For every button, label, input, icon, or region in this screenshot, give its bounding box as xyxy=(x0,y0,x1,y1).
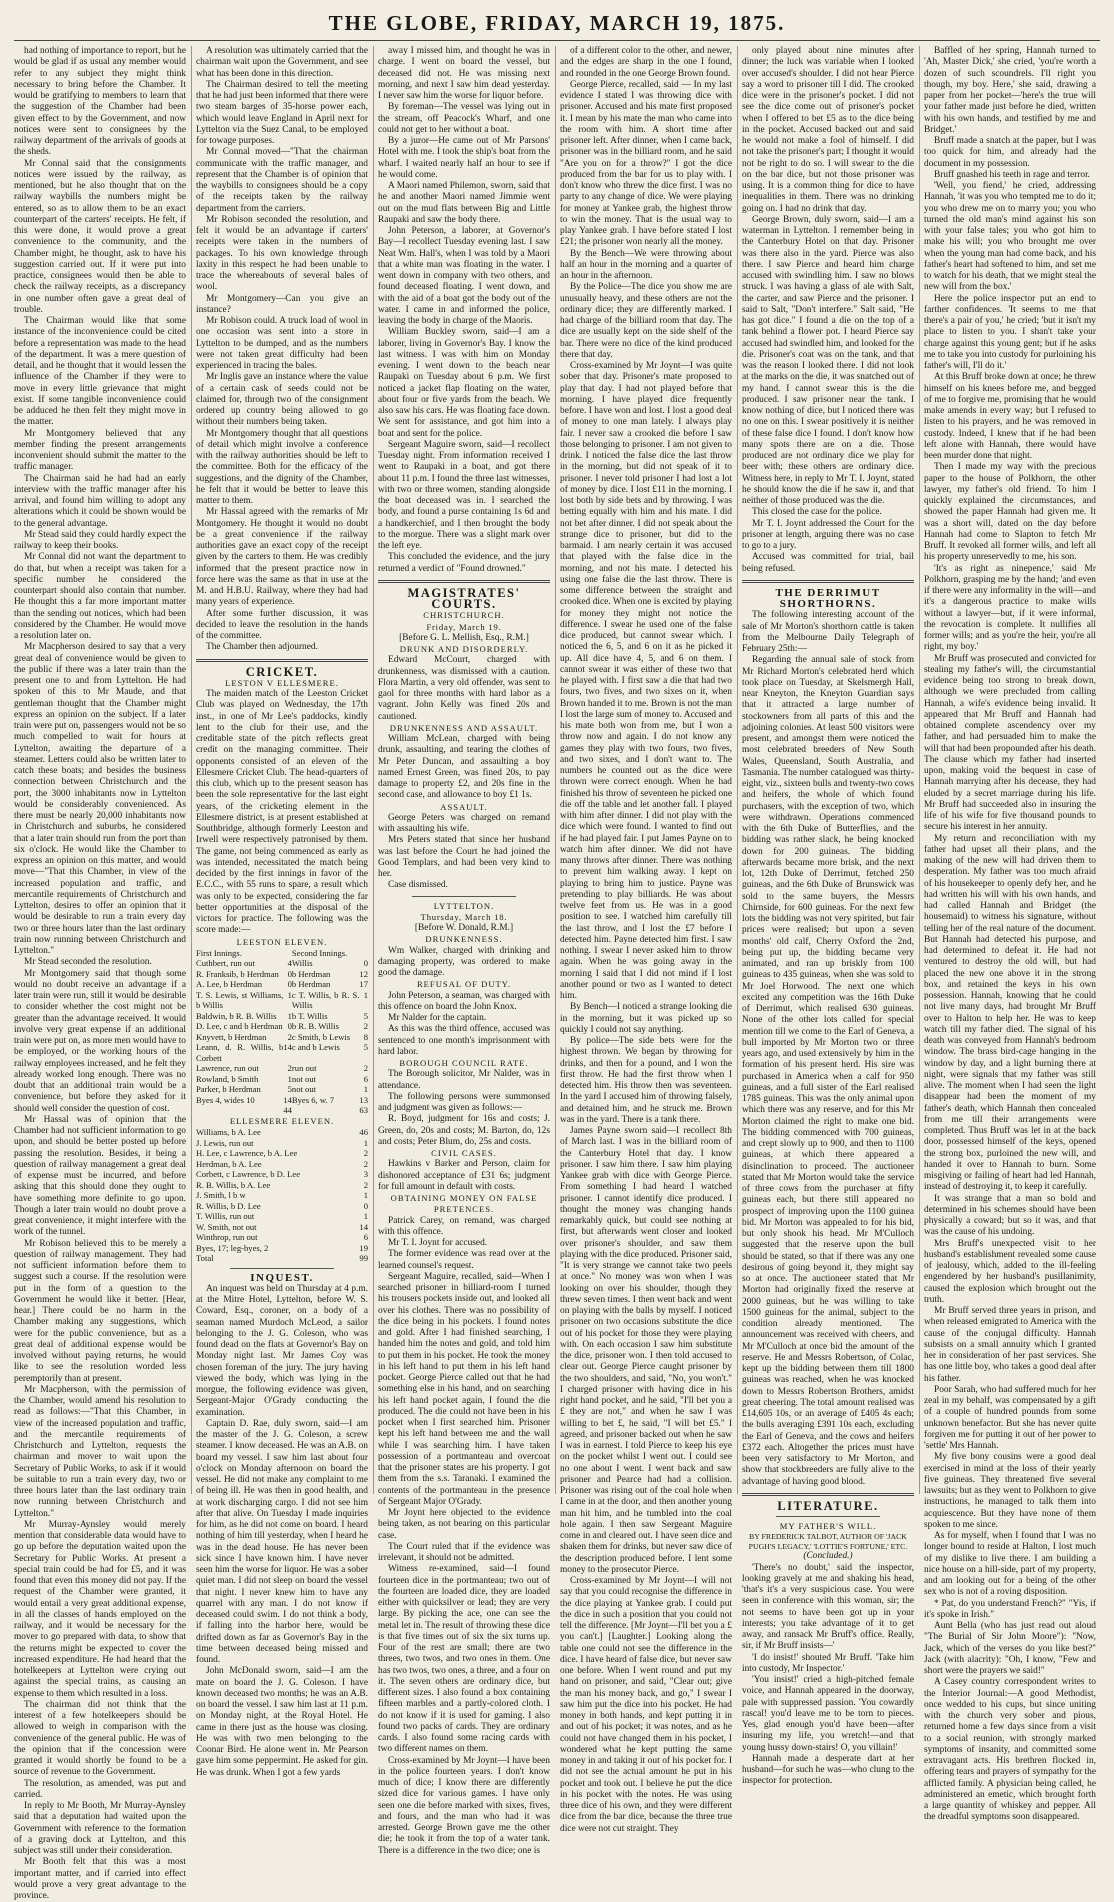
section-subhead: BOROUGH COUNCIL RATE. xyxy=(399,1058,529,1068)
article-paragraph: The Chairman said he had had an early interview with the traffic manager after his arrival, and found him willing to adopt any alterations which it could be shown would be to the general advantage. xyxy=(14,473,186,529)
article-paragraph: A resolution was ultimately carried that the chairman wait upon the Government, and see what has been done in this direction. xyxy=(196,46,368,79)
score-cell: Rowland, b Smith xyxy=(196,1073,259,1084)
section-rule xyxy=(776,1516,879,1517)
column-rule xyxy=(373,46,374,1494)
article-paragraph: had nothing of importance to report, but he would be glad if as usual any member would refer to any subject they might think necessary to bring before the Chamber. It would be gratifying to members to learn that the suggestion of the Chamber had been given effect to by the Government, and now notices were sent to consignees by the railway department of the arrivals of goods at the sheds. xyxy=(14,46,186,158)
score-cell: 1 xyxy=(363,1211,368,1221)
inquest-paragraph: This concluded the evidence, and the jury returned a verdict of "Found drowned." xyxy=(378,552,550,574)
score-cell: R. Willis, b D. Lee xyxy=(196,1200,261,1211)
score-cell: 14 xyxy=(283,1094,292,1105)
inquest-paragraph: A Maori named Philemon, sworn, said that he and another Maori named Jimmie went out on the mud flats between Big and Little Raupaki and saw the body there. xyxy=(378,181,550,225)
section-rule xyxy=(196,659,368,662)
story-paragraph: At this Bruff broke down at once; he threw himself on his knees before me, and begged of me to forgive me, promising that he would make amends in every way; but I refused to listen to his prayers, and he was removed in custody. Indeed, I knew that if he had been left alone with Hannah, there would have been murder done that night. xyxy=(924,372,1096,461)
section-subhead: CIVIL CASES. xyxy=(431,1148,497,1158)
court-paragraph: Mr T. I. Joynt for accused. xyxy=(388,1238,488,1248)
article-paragraph: Mr Macpherson, with the permission of the Chamber, would amend his resolution to read as follows:—"That this Chamber, in view of the increased population and traffic, and the mercantile requirements of Christchurch and Lyttelton, requests the chairman and mover to wait upon the Secretary of Public Works, to ask if it would be suitable to run a train every day, two or three hours later than the last ordinary train now running between Christchurch and Lyttelton." xyxy=(14,1384,186,1519)
score-cell: 1 xyxy=(363,1137,368,1148)
court-paragraph: This closed the case for the police. xyxy=(752,507,882,518)
column-rule xyxy=(737,46,738,1494)
scorecard-row xyxy=(196,1063,368,1074)
score-cell: 17 xyxy=(359,979,368,990)
column-rule xyxy=(191,46,192,1494)
innings-head-2: Second Innings. xyxy=(291,947,348,958)
court-paragraph: Mr Nalder for the captain. xyxy=(388,1013,487,1023)
column-6 xyxy=(924,46,1096,1823)
court-paragraph: Edward McCourt, charged with drunkenness, was dismissed with a caution. Flora Martin, a very old offender, was sent to gaol for three months with hard labor as a vagrant. John Kelly was fined 20s and cautioned. xyxy=(378,655,550,722)
court-paragraph: By Bench—I noticed a strange looking die in the morning, but it was picked up so quickly I could not say anything. xyxy=(560,1002,732,1035)
score-cell: 1 xyxy=(287,1073,292,1084)
inquest-paragraph: Sergeant Maguire sworn, said—I recollect Tuesday night. From information received I went to Raupaki in a boat, and got there about 11 p.m. I found the three last witnesses, with two or three women, standing alongside the boat deceased was in. I searched the body, and found a purse containing 1s 6d and a handkerchief, and I then brought the body to the morgue. There was a slight mark over the left eye. xyxy=(378,439,550,551)
score-cell: A. Lee, b Herdman xyxy=(196,979,263,990)
column-1 xyxy=(14,46,186,1901)
score-cell: 2 xyxy=(363,1148,368,1158)
story-paragraph: 'Well, you fiend,' he cried, addressing Hannah, 'it was you who tempted me to do it; you who drew me on to marry you; you who turned the old man's mind against his son with your false tales; you who got him to make his will; you who brought me over when the young man had come back, and his father's heart had softened to him, and set me to watch for his death, that we might steal the new will from the box.' xyxy=(924,181,1096,293)
section-rule xyxy=(412,896,515,897)
court-paragraph: Cross-examined by Mr Joynt—I will not say that you could recognise the difference in the dice playing at Yankee grab. I could put the dice in such a position that you could not tell the difference. [Mr Joynt—I'll bet you a £ you can't.] [Laughter.] Looking along the table one could not see the difference in the dice. I have heard of false dice, but never saw one before. When I went round and put my hand on prisoner, and said, "Clear out; give the man his money back, and go," I swear I saw him put the dice into his pocket. He had money in both hands, and kept putting it in and out of his pocket; it was notes, and as he could not have changed them in his pocket, I wondered what he kept putting the same money in and taking it out of his pocket for. I did not see the actual amount he put in his pocket and took out. I believe he put the dice in his pocket with the notes. He was using three dice of his own, and they were different dice from the bar dice, because the three true dice were not cut straight. They xyxy=(560,1576,732,1834)
section-subhead: DRUNKENNESS AND ASSAULT. xyxy=(389,722,539,733)
article-paragraph: Mr Montgomery believed that any member finding the present arrangements inconvenient should submit the matter to the traffic manager. xyxy=(14,428,186,473)
article-paragraph: Mr Stead seconded the resolution. xyxy=(24,957,152,968)
score-cell: 0 xyxy=(287,1021,292,1032)
cricket-article xyxy=(196,689,368,937)
score-cell: not out xyxy=(291,1073,317,1084)
score-cell: 0 xyxy=(363,1200,368,1211)
article-paragraph: The resolution, as amended, was put and carried. xyxy=(14,1778,186,1800)
inquest-paragraph: away I missed him, and thought he was in charge. I went on board the vessel, but deceased did not. He was missing next morning, and next I saw him dead yesterday. I never saw him the worse for liquor before. xyxy=(378,46,550,101)
score-cell: Leann, d. R. Willis, b Corbett xyxy=(196,1042,284,1063)
score-cell: 1 xyxy=(363,989,368,1000)
score-cell: Williams, b A. Lee xyxy=(196,1127,261,1137)
column-rule xyxy=(555,46,556,1494)
leeston-total-2: 63 xyxy=(359,1105,368,1116)
article-paragraph: The Chairman desired to tell the meeting that he had just been informed that there were two steam barges of 35-horse power each, which would leave England in April next for Lyttelton via the Suez Canal, to be employed for towage purposes. xyxy=(196,79,368,146)
court-paragraph: John Peterson, a seaman, was charged with this offence on board the John Knox. xyxy=(378,990,550,1012)
scorecard-row xyxy=(196,1243,368,1254)
story-concluded: (Concluded.) xyxy=(803,1551,853,1562)
story-paragraph: Hannah made a desperate dart at her husband—for such he was—who clung to the inspector for protection. xyxy=(742,1753,914,1787)
score-cell: 1 xyxy=(363,1084,368,1095)
magistrates-heading: MAGISTRATES' COURTS. xyxy=(407,585,521,611)
score-cell: 19 xyxy=(359,1242,368,1253)
court-paragraph: As this was the third offence, accused was sentenced to one month's imprisonment with hard labor. xyxy=(378,1024,550,1057)
chamber-continuation xyxy=(196,46,368,654)
court-date: Friday, March 19. xyxy=(426,621,502,632)
leeston-heading: LEESTON ELEVEN. xyxy=(236,936,328,947)
section-subhead: OBTAINING MONEY ON FALSE PRETENCES. xyxy=(390,1193,538,1215)
derrimut-paragraph: The following interesting account of the sale of Mr Morton's shorthorn cattle is taken from the Melbourne Daily Telegraph of February 25th:— xyxy=(742,610,914,654)
court-paragraph: By police—The side bets were for the highest thrown. We began by throwing for drinks, and then for a pound, and I won the first throw. He had the first throw when I detected him. His throw then was seventeen. In the yard I accused him of throwing falsely, and detained him, and he struck me. Brown was in the yard. There is a tank there. xyxy=(560,1036,732,1125)
ellesmere-total: 99 xyxy=(359,1253,368,1263)
story-paragraph: Mrs Bruff's unexpected visit to her husband's establishment revealed some cause of jealousy, which, added to the ill-feeling engendered by her husband's pusillanimity, caused the explosion which brought out the truth. xyxy=(924,1238,1096,1305)
score-cell: 5 xyxy=(363,1042,368,1053)
scorecard-row xyxy=(196,1095,368,1106)
court-paragraph: Patrick Carey, on remand, was charged with this offence. xyxy=(378,1215,550,1237)
column-3 xyxy=(378,46,550,1856)
scorecard-row xyxy=(196,1042,368,1063)
score-cell: Lawrence, run out xyxy=(196,1063,259,1074)
court-date: Thursday, March 18. xyxy=(420,911,508,922)
story-paragraph: Bruff gnashed his teeth in rage and terror. xyxy=(934,169,1091,180)
story-paragraph: Poor Sarah, who had suffered much for her zeal in my behalf, was compensated by a gift of a couple of hundred pounds from some unknown benefactor. But she has never quite forgiven me for putting it out of her power to 'settle' Mrs Hannah. xyxy=(924,1384,1096,1451)
cricket-paragraph: The maiden match of the Leeston Cricket Club was played on Wednesday, the 17th inst., in one of Mr Lee's paddocks, kindly lent to the club for their use, and the creditable state of the pitch reflects great credit on the managing committee. Their opponents consisted of an eleven of the Ellesmere Cricket Club. The head-quarters of this club, which up to the present season has been the sole representative for the last eight years, of the cricketing element in the Ellesmere district, is at present established at Southbridge, although formerly Leeston and Irwell were respectively patronised by them. The game, not being commenced as early as was intended, necessitated the match being decided by the first innings in favor of the E.C.C., with 55 runs to spare, a result which was only to be expected, considering the far better opportunities at the disposal of the victors for practice. The following was the score made:— xyxy=(196,689,368,936)
leeston-scorecard xyxy=(196,948,368,1116)
article-paragraph: Mr Robison believed this to be merely a question of railway management. They had not sufficient information before them to suggest such a course. If the resolution were put in the form of a question to the Government he would like it better. [Hear, hear.] There could be no harm in the Chamber making any suggestions, which were for the public convenience, but as a great deal of additional expense would be involved without paying returns, he would like to see the resolution worded less peremptorily than at present. xyxy=(14,1238,186,1384)
scorecard-row xyxy=(196,1148,368,1159)
score-cell: 12 xyxy=(359,968,368,979)
court-paragraph: Mrs Peters stated that since her husband was last before the Court he had joined the Good Templars, and had been very kind to her. xyxy=(378,835,550,879)
story-paragraph: Mr Bruff was prosecuted and convicted for stealing my father's will, the circumstantial evidence being too strong to break down, although we were precluded from calling Hannah, a wife's evidence being invalid. It appeared that Mr Bruff and Hannah had obtained complete ascendency over my father, and had persuaded him to make the will that had been propounded after his death. The clause which my father had inserted upon, making void the bequest in case of Hannah marrying after his decease, they had eluded by a secret marriage during his life. Mr Bruff had succeeded also in insuring the life of his wife for five thousand pounds to secure his interest in her annuity. xyxy=(924,653,1096,833)
article-paragraph: Mr Connal said that the consignments notices were issued by the railway, as mentioned, but he also thought that on the railway waybills the numbers might be entered, so as to allow them to be an exact counterpart of the carters' receipts. He felt, if this were done, it would prove a great convenience to the community, and the Chamber might, he thought, ask to have his suggestion carried out. If it were put into practice, consignees would then be able to check the railway receipts, as a discrepancy in one number often gave a great deal of trouble. xyxy=(14,158,186,315)
section-rule xyxy=(230,1268,333,1269)
article-paragraph: The Chairman would like that some instance of the inconvenience could be cited before a representation was made to the head of the department. It was a mere question of detail, and he thought that it would lessen the influence of the Chamber if they were to move in every little grievance that might exist. If some tangible inconvenience could be adduced he then felt they might move in the matter. xyxy=(14,316,186,428)
score-cell: 2 xyxy=(363,1063,368,1074)
section-subhead: REFUSAL OF DUTY. xyxy=(416,979,512,990)
score-cell: 1 xyxy=(287,1010,292,1021)
ellesmere-scorecard xyxy=(196,1127,368,1264)
article-paragraph: Mr Montgomery—Can you give an instance? xyxy=(196,293,368,315)
scorecard-row xyxy=(196,1190,368,1201)
score-cell: 46 xyxy=(359,1127,368,1137)
score-cell: b Herdman xyxy=(291,968,331,979)
story-paragraph: Here the police inspector put an end to farther confidences. 'It seems to me that there's a pair of you,' he cried; 'but it isn't my place to listen to you. I shan't take your charge against this young gent; but if he asks me to take you into custody for purloining his father's will, I'll do it.' xyxy=(924,293,1096,371)
court-paragraph: George Peters was charged on remand with assaulting his wife. xyxy=(378,812,550,834)
score-cell: c and b Lewis xyxy=(291,1042,340,1053)
inquest-paragraph: John McDonald sworn, said—I am the mate on board the J. G. Coleson. I have known deceased two months; he was an A.B. on board the vessel. I saw him last at 11 p.m. on Monday night, at the Royal Hotel. He came in there just as the house was closing. He was with two men belonging to the Coonar Bird. He alone went in. Mr Pearson gave him some peppermint. He asked for gin. He was drunk. When I got a few yards xyxy=(196,1666,368,1778)
story-paragraph: My five bony cousins were a good deal exercised in mind at the loss of their yearly five guineas. They threatened five several lawsuits; but as they went to Polkhorn to give instructions, he managed to talk them into acquiescence. But they have none of them spoken to me since. xyxy=(924,1452,1096,1530)
score-cell: R. Franksib, b Herdman xyxy=(196,968,279,979)
article-paragraph: Mr Montgomery said that though some would no doubt receive an advantage if a later train were run, still it would be desirable to consider whether the cost might not be greater than the advantage received. It would involve very great expense if an additional train were put on, as more men would have to be employed, or the working hours of the railway employees increased, and he felt they already worked long enough. There was no doubt that an additional train would be a convenience, but before they asked for it should well consider the question of cost. xyxy=(14,968,186,1114)
story-paragraph: Aunt Bella (who has just read out aloud "The Burial of Sir John Moore"): "Now, Jack, which of the verses do you like best?" Jack (with alacrity): "Oh, I know, "Few and short were the prayers we said!" xyxy=(924,1621,1096,1676)
court-continuation xyxy=(742,46,914,575)
score-cell: J. Lewis, run out xyxy=(196,1137,254,1148)
column-rule xyxy=(919,46,920,1494)
score-cell: 1 xyxy=(287,989,292,1000)
derrimut-heading: THE DERRIMUT SHORTHORNS. xyxy=(775,586,881,610)
score-cell: Willis xyxy=(291,958,313,969)
story-text xyxy=(742,1563,914,1788)
inquest-paragraph: John Peterson, a laborer, at Governor's Bay—I recollect Tuesday evening last. I saw Neat Wm. Hall's, when I was told by a Maori that a white man was floating in the water. I went down in company with two others, and found deceased floating. I went down, and with the aid of a boat got the body out of the water. I came in and informed the police, leaving the body in charge of the Maoris. xyxy=(378,226,550,326)
court-paragraph: The Borough solicitor, Mr Nalder, was in attendance. xyxy=(378,1069,550,1091)
cricket-heading: CRICKET. xyxy=(245,664,319,679)
scorecard-row xyxy=(196,979,368,990)
court-paragraph: Case dismissed. xyxy=(388,880,448,891)
court-paragraph: George Brown, duly sworn, said—I am a waterman in Lyttelton. I remember being in the Canterbury Hotel on that day. Prisoner was there also in the yard. Pierce was also there. I saw Pierce and heard him charge accused with swindling him. I saw no blows struck. I was having a glass of ale with Salt, the carter, and saw Pierce and the prisoner. I said to Salt, "Don't interfere." Salt said, "He has got dice." I found a die on the top of a tank behind a flower pot. I heard Pierce say accused had swindled him, and looked for the die. Prisoner's coat was on the tank, and that was the reason I looked there. I did not look at the marks on the die, it was snatched out of my hand. I cannot swear this is the die produced. I saw prisoner near the tank. I know nothing of dice, but I noticed there was no one on this. I swear positively it is neither of these false dice I found. I don't know how many spots there are on a die. Those produced are not ordinary dice we play for beer with; these others are ordinary dice. Witness here, in reply to Mr T. I. Joynt, stated he should know the die if he saw it, and that neither of those produced was the die. xyxy=(742,214,914,506)
court-paragraph: Wm Walker, charged with drinking and damaging property, was ordered to make good the damage. xyxy=(378,945,550,978)
ellesmere-total-label: Total xyxy=(196,1253,214,1263)
story-paragraph: * Pat, do you understand French?" "Yis, if it's spoke in Irish." xyxy=(924,1598,1096,1620)
section-subhead: ASSAULT. xyxy=(440,801,488,812)
article-paragraph: After some further discussion, it was decided to leave the resolution in the hands of the committee. xyxy=(196,608,368,641)
court-paragraph: Hawkins v Barker and Person, claim for dishonored acceptance of £31 6s; judgment for full amount in default with costs. xyxy=(378,1159,550,1192)
article-paragraph: Mr Robison seconded the resolution, and felt it would be an advantage if carters' receipts were taken in the numbers of packages. To his own knowledge through laxity in this respect he had been unable to trace the whereabouts of several bales of wool. xyxy=(196,214,368,293)
derrimut-article xyxy=(742,610,914,1488)
score-cell: 0 xyxy=(363,958,368,969)
court-paragraph: Cross-examined by Mr Joynt—I have been in the police fourteen years. I don't know much of dice; I know there are differently sized dice for various games. I have only seen one die before marked with sixes, fives, and fours, and the man who had it was arrested. George Brown gave me the other die; he took it from the top of a water tank. There is a difference in the two dice; one is xyxy=(378,1755,550,1856)
court-paragraph: James Payne sworn said—I recollect 8th of March last. I was in the billiard room of the Canterbury Hotel that day. I know prisoner. I saw him there. I saw him playing Yankee grab with dice with George Pierce. From something I had heard I watched prisoner. I cannot identify dice produced. I thought the money was changing hands remarkably quick, but could see nothing at first, but afterwards went closer and looked over prisoner's shoulder, and saw them playing with the dice produced. Prisoner said, "It is very strange we cannot take two peels at once." No money was won when I was looking on over his shoulder, though they threw seven times. I then went back and went on playing with the balls by myself. I noticed prisoner on two occasions substitute the dice out of his pocket for those they were playing with. On each occasion I saw him substitute the dice, prisoner won. I then told accused to clear out. George Pierce caught prisoner by the two shoulders, and said, "No, you won't." I charged prisoner with having dice in his right hand pocket, and he said, "I'll bet you a £ they are not," and when he saw I was willing to bet £, he said, "I will bet £5." I agreed, and prisoner backed out when he saw I was in earnest. I told Pierce to keep his eye on the pocket whilst I went out. I could see no one about I went. I went back and saw prisoner and Pearce had had a collision. Prisoner was rising out of the coal hole when I came in at the door, and then another young man hit him, and he tumbled into the coal hole again. I then saw Sergeant Maguire come in and cleared out. I have seen dice and shaken them for drinks, but never saw dice of the description produced before. I lent some money to the prosecutor Pierce. xyxy=(560,1126,732,1575)
article-paragraph: Mr Murray-Aynsley would merely mention that considerable data would have to go up before the deputation waited upon the Secretary for Public Works. At present a special train could be had for £5, and it was found that even this money did not pay. If the request of the Chamber were granted, it would entail a very great additional expense, in all the classes of hands employed on the railway, and it would be necessary for the mover to go prepared with data, to show that the returns might be expected to cover the increased expenditure. He had heard that the hotelkeepers at Lyttelton were crying out against the special trains, as causing an expense to them which resulted in a loss. xyxy=(14,1519,186,1699)
court-paragraph: Witness re-examined, said—I found fourteen dice in the portmanteau; two out of the fourteen are loaded dice, they are loaded either with quicksilver or lead; they are very large. By picking the ace, one can see the metal let in. The result of throwing these dice is that five times out of six the six turns up. Four of the rest are small; there are two threes, two twos, and two ones in them. One has two twos, two ones, a three, and a four on it. The seven others are ordinary dice, but different sizes. I also found a box containing fifteen marbles and a partly-colored cloth. I do not know if it is used for gaming. I also found two packs of cards. They are ordinary cards. I also found some racing cards with two different names on them. xyxy=(378,1564,550,1755)
court-paragraph: of a different color to the other, and newer, and the edges are sharp in the one I found, and rounded in the one George Brown found. xyxy=(560,46,732,79)
scorecard-row xyxy=(196,969,368,980)
innings-head-1: First Innings. xyxy=(196,947,242,958)
derrimut-paragraph: Regarding the annual sale of stock from Mr Richard Morton's celebrated herd which took place on Tuesday, at Skelsmergh Hall, near Kneyton, the Kneyton Guardian says that it attracted a large number of stockowners from all parts of this and the adjoining colonies. At least 500 visitors were present, and amongst them were noticed the most celebrated breeders of New South Wales, Queensland, South Australia, and Tasmania. The number catalogued was thirty-eight, viz., sixteen bulls and twenty-two cows and heifers, the whole of which found purchasers, with the exception of two, which were withdrawn. Operations commenced with the 6th Duke of Butterflies, and the bidding was rather slack, he being knocked down for 200 guineas. The bidding afterwards became more brisk, and the next lot, 12th Duke of Derrimut, fetched 250 guineas, and the 6th Duke of Brunswick was sold to the same buyers, the Messrs Chirnside, for 600 guineas. For the next few lots the bidding was not very spirited, but fair prices were realised; but upon a seven months' old calf, Cherry Oxford the 2nd, being put up, the bidding became very animated, and ran up briskly from 100 guineas to 435 guineas, when she was sold to Mr Joel Horwood. The next one which excited any competition was the 16th Duke of Derrimut, which realised 630 guineas. None of the other lots called for special mention till we come to the Earl of Geneva, a bull imported by Mr Morton two or three years ago, and used extensively by him in the formation of his present herd. His sire was purchased in America when a calf for 950 guineas, and a full sister of the Earl realised 1785 guineas. This was the only animal upon which there was any reserve, and for this Mr Morton claimed the right to make one bid. The bidding commenced with 700 guineas, and crept slowly up to 900, and then to 1100 guineas, at which there appeared a disinclination to proceed. The auctioneer stated that Mr Morton would take the service of three cows from the purchaser at fifty guineas each, but there still appeared no prospect of improving upon the 1100 guinea bid. Mr Morton was appealed to for his bid, but only shook his head. Mr M'Culloch suggested that the reserve upon the bull should be stated, so that if there was any one desirous of going beyond it, they might say so at once. The auctioneer stated that Mr Morton had originally fixed the reserve at 2000 guineas, but he was willing to take 1500 guineas for the animal, subject to the condition already mentioned. The announcement was received with cheers, and Mr M'Culloch at once bid the amount of the reserve. He and Messrs Robertson, of Colac, kept up the bidding between them till 1800 guineas was reached, when he was knocked down to Messrs Robertson Brothers, amidst great cheering. The total amount realised was £14,605 10s, or an average of £405 4s each; the bulls averaging £391 10s each, excluding the Earl of Geneva, and the cows and heifers £372 each. Altogether the prices must have been very satisfactory to Mr Morton, and show that stockbreeders are fully alive to the advantage of having good blood. xyxy=(742,655,914,1487)
score-cell: Knyvett, b Herdman xyxy=(196,1031,267,1042)
scorecard-row xyxy=(196,1084,368,1095)
leeston-total-1: 44 xyxy=(283,1105,292,1116)
story-paragraph: A Casey country correspondent writes to the Interior Journal:—A good Methodist, once wedded to his cups, but since uniting with the church very sober and pious, returned home a few days since from a visit to a social reunion, with strongly marked symptoms of insanity, and committed some extravagant acts. His brethren flocked in, offering tears and prayers of sympathy for the afflicted family. A physician being called, he administered an emetic, which brought forth a large quantity of whiskey and pepper. All the dreadful symptoms soon disappeared. xyxy=(924,1677,1096,1823)
column-5 xyxy=(742,46,914,1787)
inquest-paragraph: By a juror—He came out of Mr Parsons' Hotel with me. I took the ship's boat from the wharf. I waited nearly half an hour to see if he would come. xyxy=(378,136,550,180)
cricket-subheading: LESTON V ELLESMERE. xyxy=(225,677,339,688)
court-paragraph: The following persons were summonsed and judgment was given as follows:— xyxy=(378,1091,550,1113)
scorecard-row xyxy=(196,1169,368,1180)
score-cell: Herdman, b A. Lee xyxy=(196,1158,262,1169)
score-cell: b R. B. Willis xyxy=(291,1021,339,1032)
score-cell: 1 xyxy=(363,1190,368,1200)
literature-heading: LITERATURE. xyxy=(777,1498,879,1513)
inquest-paragraph: Captain D. Rae, duly sworn, said—I am the master of the J. G. Coleson, a screw steamer. I know deceased. He was an A.B. on board my vessel. I saw him last about four o'clock on Monday afternoon on board the vessel. He did not make any complaint to me of being ill. He was then in good health, and at work discharging cargo. I did not see him after that alive. On Tuesday I made inquiries for him, as he did not come on board. I heard nothing of him till yesterday, when I heard he was in the dead house. He has never been sick since I have known him. I have never seen him the worse for liquor. He was a sober quiet man. I did not sleep on board the vessel that night. I never knew him to have any quarrel with any man. I do not know if deceased could swim. I do not think a body, if falling into the harbor here, would be drifted down as far as Governor's Bay in the time between deceased being missed and found. xyxy=(196,1418,368,1665)
score-cell: Corbett, c Lawrence, b D. Lee xyxy=(196,1169,301,1179)
score-cell: 2 xyxy=(363,1158,368,1169)
story-paragraph: 'I do insist!' shouted Mr Bruff. 'Take him into custody, Mr Inspector.' xyxy=(742,1652,914,1674)
story-paragraph: As for myself, when I found that I was no longer bound to reside at Halton, I lost much of my dislike to live there. I am building a nice house on a hill-side, part of my property, and am looking out for a being of the other sex who is not of a roving disposition. xyxy=(924,1531,1096,1598)
court-paragraph: Mr T. I. Joynt addressed the Court for the prisoner at length, arguing there was no case to go to a jury. xyxy=(742,518,914,551)
scorecard-row xyxy=(196,1222,368,1233)
score-cell: b Herdman xyxy=(291,979,331,990)
score-cell: c T. Willis, b R. S. Willis xyxy=(291,989,360,1011)
score-cell: c Smith, b Lewis xyxy=(291,1031,351,1042)
score-cell: R. B. Willis, b A. Lee xyxy=(196,1179,271,1190)
story-paragraph: It was strange that a man so bold and determined in his schemes should have been physically a coward; but so it was, and that was the cause of his undoing. xyxy=(924,1193,1096,1238)
inquest-article xyxy=(196,1284,368,1779)
story-byline: BY FREDERICK TALBOT, AUTHOR OF 'JACK PUGH'S LEGACY,' 'LOTTIE'S FORTUNE,' ETC. xyxy=(748,1532,908,1551)
court-paragraph: The former evidence was read over at the learned counsel's request. xyxy=(378,1249,550,1271)
court-paragraph: By the Bench—We were throwing about half an hour in the morning and a quarter of an hour in the afternoon. xyxy=(560,248,732,281)
story-paragraph: Baffled of her spring, Hannah turned to 'Ah, Master Dick,' she cried, 'you're worth a dozen of such scoundrels. I'll right you though, my boy. Here,' she said, drawing a paper from her pocket—'here's the true will your father made just before he died, written with his own hands, and testified by me and Bridget.' xyxy=(924,46,1096,135)
article-paragraph: Mr Hassal agreed with the remarks of Mr Montgomery. He thought it would no doubt be a great convenience if the railway authorities gave an exact copy of the receipt given by the carters to them. He was credibly informed that the present practice now in force here was the same as that in use at the M. and H.B.U. Railway, where they had had many years of experience. xyxy=(196,507,368,608)
score-cell: T. S. Lewis, st Williams, b Willis xyxy=(196,989,284,1011)
score-cell: T. Willis, run out xyxy=(196,1211,255,1221)
article-paragraph: Mr Connal moved—"That the chairman communicate with the traffic manager, and represent that the Chamber is of opinion that the waybills to consignees should be a copy of the receipts taken by the railway department from the carriers. xyxy=(196,147,368,214)
court-paragraph: George Pierce, recalled, said — In my last evidence I stated I was throwing dice with prisoner. Accused and his mate first proposed it. I mean by his mate the man who came into the room with him. A short time after prisoner left. After dinner, when I came back, prisoner was in the billiard room, and he said "Are you on for a throw?" I got the dice produced from the bar for us to play with. I don't know who threw the dice first. I was no party to any change of dice. We were playing for money at Yankee grab, the highest throw to win the money. That is the usual way to play Yankee grab. I have before stated I lost £21; the prisoner won nearly all the money. xyxy=(560,79,732,248)
score-cell: 5 xyxy=(287,1084,292,1095)
story-paragraph: Bruff made a snatch at the paper, but I was too quick for him, and already had the document in my possession. xyxy=(924,136,1096,169)
court-paragraph: Accused was committed for trial, bail being refused. xyxy=(742,552,914,574)
inquest-paragraph: An inquest was held on Thursday at 4 p.m. at the Mitre Hotel, Lyttelton, before W. S. Coward, Esq., coroner, on a body of a seaman named Murdoch McLeod, a sailor belonging to the J. G. Coleson, who was found dead on the flats at Governor's Bay on Monday night last. Mr James Coy was chosen foreman of the jury. The jury having viewed the body, which was lying in the morgue, the following evidence was given, Sergeant-Major O'Grady conducting the examination. xyxy=(196,1283,368,1418)
score-cell: Baldwin, b R. B. Willis xyxy=(196,1010,277,1021)
score-cell: 0 xyxy=(287,979,292,990)
score-cell: H. Lee, c Lawrence, b A. Lee xyxy=(196,1148,298,1158)
score-cell: 2 xyxy=(287,1063,292,1074)
score-cell: 0 xyxy=(287,968,292,979)
story-paragraph: 'You insist!' cried a high-pitched female voice, and Hannah appeared in the doorway, pale with suppressed passion. 'You cowardly rascal! you'd leave me to be torn to pieces. Yes, glad enough you'd have been—after insuring my life, you wretch!—and that young hussy down-stairs! O, you villain!' xyxy=(742,1675,914,1753)
score-cell: not out xyxy=(291,1084,317,1095)
scorecard-row xyxy=(196,1180,368,1191)
inquest-paragraph: William Buckley sworn, said—I am a laborer, living in Governor's Bay. I know the last witness. I was with him on Monday evening. I went down to the beach near Raupaki on Tuesday about 6 p.m. We first noticed a jacket flap floating on the water, about four or five yards from the beach. We also saw his cars. He was floating face down. We sent for assistance, and got him into a boat and sent for the police. xyxy=(378,327,550,439)
court-paragraph: William McLean, charged with being drunk, assaulting, and tearing the clothes of Mr Peter Duncan, and assaulting a boy named Ernest Green, was fined 20s, to pay damage to property £2, and 20s fine in the second case, and allowance to boy £1 1s. xyxy=(378,734,550,801)
story-title: MY FATHER'S WILL. xyxy=(779,1521,877,1531)
score-cell: Winthrop, run out xyxy=(196,1232,258,1242)
score-cell: b T. Willis xyxy=(291,1010,328,1021)
court-paragraph: R. Boyd, judgment for 16s and costs; J. Green, do, 20s and costs; M. Barton, do, 12s and costs; Peter Blum, do, 25s and costs. xyxy=(378,1114,550,1147)
masthead-rule xyxy=(14,40,1100,41)
score-cell: run out xyxy=(291,1063,317,1074)
inquest-paragraph: By foreman—The vessel was lying out in the stream, off Peacock's Wharf, and one could not get to her without a boat. xyxy=(378,102,550,135)
score-cell: Parker, b Herdman xyxy=(196,1084,261,1095)
masthead-title: THE GLOBE, FRIDAY, MARCH 19, 1875. xyxy=(328,11,786,35)
court-bench: [Before W. Donald, R.M.] xyxy=(414,923,514,933)
score-cell: 6 xyxy=(363,1073,368,1084)
scorecard-row xyxy=(196,1159,368,1170)
score-cell: 2 xyxy=(287,1031,292,1042)
article-paragraph: Mr Montgomery thought that all questions of detail which might involve a conference with the railway authorities should be left to the committee. Both for the efficacy of the suggestions, and the dignity of the Chamber, he felt that it would be better to leave this matter to them. xyxy=(196,428,368,506)
article-paragraph: Mr Connal did not want the department to do that, but when a receipt was taken for a specific number he considered the counterpart should also contain that number. He thought this a far more important matter than the sending out notices, which had been considered by the Chamber. He would move a resolution later on. xyxy=(14,552,186,641)
lyttelton-heading: LYTTELTON. xyxy=(433,900,495,911)
story-paragraph: My return and reconciliation with my father had upset all their plans, and the making of the new will had driven them to desperation. My father was too much afraid of his housekeeper to openly defy her, and he had written his will with his own hands, and had called Hannah and Bridget (the housemaid) to witness his signature, without telling her of the real nature of the document. But Hannah had detected his purpose, and had determined to defeat it. He had not ventured to destroy the old will, but had placed the new one above it in the strong box, and retained the keys in his own possession. Hannah, knowing that he could not live many days, had brought Mr Bruff over to Halton to help her. He was to keep watch till my father died. The signal of his death was conveyed from Hannah's bedroom window. The brass bird-cage hanging in the window by day, and a light burning there at night, were signals that my father was still alive. The moment when I had seen the light disappear had been the moment of my father's death, which Hannah then concealed from me till their arrangements were completed. Thus Bruff was let in at the back door, possessed himself of the keys, opened the strong box, purloined the new will, and handed it over to Hannah to burn. Some misgiving or failing of heart had led Hannah, instead of destroying it, to keep it carefully. xyxy=(924,833,1096,1193)
scorecard-row xyxy=(196,1074,368,1085)
scorecard-row xyxy=(196,958,368,969)
article-paragraph: Mr Robison could. A truck load of wool in one occasion was sent into a store in Lyttelton to be dumped, and as the numbers were not taken great difficulty had been experienced in tracing the bales. xyxy=(196,316,368,371)
court-paragraph: The Court ruled that if the evidence was irrelevant, it should not be admitted. xyxy=(378,1541,550,1563)
scorecard-row xyxy=(196,1021,368,1032)
score-cell: 14 xyxy=(359,1221,368,1232)
scorecard-row xyxy=(196,1127,368,1138)
section-subhead: DRUNKENNESS. xyxy=(425,934,503,945)
score-cell: 3 xyxy=(363,1169,368,1179)
score-cell: W. Smith, not out xyxy=(196,1221,257,1232)
story-paragraph: Mr Bruff served three years in prison, and when released emigrated to America with the cause of the conjugal difficulty. Hannah subsists on a small annuity which I granted her in consideration of her past services. She has one little boy, who takes a good deal after his father. xyxy=(924,1306,1096,1384)
section-rule xyxy=(742,580,914,583)
story-paragraph: Then I made my way with the precious paper to the house of Polkhorn, the other lawyer, my father's old friend. To him I quickly explained the circumstances, and showed the paper Hannah had given me. It was a short will, dated on the day before Hannah had come to Slapton to fetch Mr Bruff. It revoked all former wills, and left all his property unreservedly to me, his son. xyxy=(924,462,1096,563)
inquest-continuation xyxy=(378,46,550,575)
article-paragraph: Mr Booth felt that this was a most important matter, and if carried into effect would prove a very great advantage to the province. xyxy=(14,1857,186,1901)
article-paragraph: Mr Macpherson desired to say that a very great deal of convenience would be given to the public if there was a later train than the present one to and from Lyttelton. He had spoken of this to Mr Maude, and that gentleman thought that the Chamber might express an opinion on the subject. If a later train were put on, passengers would not be so much compelled to wait for hours at Lyttelton, awaiting the departure of a steamer. Letters could also be written later to catch these boats; and besides the business connection between Christchurch and the port, the 3000 inhabitants now in Lyttelton would be considerably convenienced. As there must be nearly 20,000 inhabitants now in Christchurch and suburbs, he considered that a later train should run from the port than six o'clock. He would like the Chamber to express an opinion on this matter, and would move—"That this Chamber, in view of the increased population and traffic, and mercantile requirements of Christchurch and Lyttelton, desires to offer an opinion that it would be desirable to run a train every day two or three hours later than the last ordinary train now running between Christchurch and Lyttelton." xyxy=(14,642,186,956)
scorecard-row xyxy=(196,1032,368,1043)
court-paragraph: Cross-examined by Mr Joynt—I was quite sober that day. Prisoner's mate proposed to play that day. I had not played before that morning. I have played dice frequently before. I have won and lost. I lost a good deal of money to one man lately. I always play fair. I never saw a crooked die before I saw those belonging to prisoner. I am not given to drink. I noticed the false dice the last throw in the morning, but did not speak of it to prisoner. I never told prisoner I had lost a lot of money by dice. I lost £11 in the morning. I lost both by side bets and by throwing. I was betting equally with him and his mate. I did not bet after dinner. I did not speak about the strange dice to prisoner, but did to the barmaid. I am nearly certain it was accused that played with the false dice in the morning, and not his mate. I detected his using one false die the last throw. There is some difference between the straight and crooked dice. When one is excited by playing for money they might not notice the difference. I swear he used one of the false dice produced, but cannot swear which. I noticed the 6, 5, and 6 on it as he picked it up. All dice have 4, 5, and 6 on them. I cannot swear it was either of these two that he played with. I first saw a die that had two fours, two fives, and two sixes on it, when Brown handed it to me. Brown is not the man I lost the large sum of money to. Accused and his mate both won from me, but I won a throw now and again. I do not know any games they play with two fours, two fives, and two sixes, and I don't want to. The numbers he counted out as the dice were thrown were correct enough. When he had finished his throw of seventeen he picked one die off the table and let another fall. I played with him after dinner. I did not play with the dice which were found. I wanted to find out if he had played fair. I put James Payne on to watch him after dinner. We did not have many throws after dinner. There was nothing to prevent him walking away. I kept on playing to bring him to justice. Payne was pretending to play billiards. He was about twelve feet from us. He was in a good position to see. I watched him carefully till the last throw, and I lost the £7 before I detected him. Payne detected him first. I saw nothing. I swear I never asked him to throw again. When he was going away in the morning I said that I did not mind if I lost another pound or two as I wanted to detect him. xyxy=(560,361,732,1001)
scorecard-row xyxy=(196,1211,368,1222)
christchurch-heading: CHRISTCHURCH. xyxy=(423,610,505,621)
article-paragraph: Mr Stead said they could hardly expect the railway to keep their books. xyxy=(14,529,186,551)
story-paragraph: 'It's as right as ninepence,' said Mr Polkhorn, grasping me by the hand; 'and even if there were any informality in the will—and it's a dangerous practice to make wills without a lawyer—but, if it were informal, the revocation is complete. It nullifies all former wills; and as you're the heir, you're all right, my boy.' xyxy=(924,563,1096,653)
scorecard-row xyxy=(196,1138,368,1149)
scorecard-row xyxy=(196,1011,368,1022)
score-cell: Byes 6, w. 7 xyxy=(291,1094,335,1105)
score-cell: D. Lee, c and b Herdman xyxy=(196,1021,283,1032)
court-paragraph: Sergeant Maguire, recalled, said—When I searched prisoner in billiard-room I turned his trousers pockets inside out, and looked all over his clothes. There was no possibility of the dice being in his pockets. I found notes and gold. After I had finished searching, I handed him the notes and gold, and told him to put them in his pocket. He took the money in his left hand to put them in his left hand pocket. George Pierce called out that he had something else in his hand, and on searching his left hand pocket again, I found the die produced. The die could not have been in his pocket when I first searched him. Prisoner kept his left hand between me and the wall while I was searching him. I have taken possession of a portmanteau and overcoat that the prisoner states are his property. I got them from the s.s. Taranaki. I examined the contents of the portmanteau in the presence of Sergeant Major O'Grady. xyxy=(378,1271,550,1507)
score-cell: 8 xyxy=(363,1031,368,1042)
court-bench: [Before G. L. Mellish, Esq., R.M.] xyxy=(399,632,529,643)
score-cell: J. Smith, l b w xyxy=(196,1190,246,1200)
court-paragraph: Mr Joynt here objected to the evidence being taken, as not bearing on this particular case. xyxy=(378,1508,550,1541)
section-subhead: DRUNK AND DISORDERLY. xyxy=(399,644,529,654)
score-cell: 13 xyxy=(359,1094,368,1105)
section-rule xyxy=(742,1493,914,1496)
scorecard-row xyxy=(196,1201,368,1212)
ellesmere-heading: ELLESMERE ELEVEN. xyxy=(229,1115,335,1126)
scorecard-row xyxy=(196,990,368,1011)
court-paragraph: only played about nine minutes after dinner; the luck was variable when I looked over accused's shoulder. I did not hear Pierce say a word to prisoner till I did. The crooked dice were in the prisoner's pocket. I did not see the dice come out of prisoner's pocket when I offered to bet £5 as to the dice being in the pocket. Accused backed out and said he would not make a fool of himself. I did not take the prisoner's part; I thought it would not be right to do so. I will swear to the die on the bar dice, but not those prisoner was using. It is a common thing for dice to have inequalities in them. There was no drinking going on. I had no drink that day. xyxy=(742,46,914,214)
section-rule xyxy=(378,580,550,583)
article-paragraph: The Chamber then adjourned. xyxy=(206,642,318,653)
article-paragraph: Mr Hassal was of opinion that the Chamber had not sufficient information to go upon, and should be better posted up before passing the resolution. Besides, it being a question of railway management a great deal of expense must be incurred, and before asking that this should done they ought to have something more definite to go upon. Though a later train would no doubt prove a great convenience, it might interfere with the work of the tunnel. xyxy=(14,1114,186,1238)
score-cell: 2 xyxy=(363,1179,368,1190)
score-cell: 2 xyxy=(363,1021,368,1032)
court-paragraph: By the Police—The dice you show me are unusually heavy, and these others are not the ordinary dice; they are differently marked. I had charge of the billiard room that day. The dice are usually kept on the side shelf of the bar. There were no dice of the kind produced there that day. xyxy=(560,282,732,360)
story-paragraph: 'There's no doubt,' said the inspector, looking gravely at me and shaking his head, 'that's it's a very suspicious case. You were seen in conference with this woman, sir; the not seems to have been got up in your interests; you take advantage of it to get away, and ransack Mr Bruff's office. Really, sir, if Mr Bruff insists—' xyxy=(742,1562,914,1652)
score-cell: 4 xyxy=(287,958,292,969)
score-cell: 6 xyxy=(363,1232,368,1242)
score-cell: 5 xyxy=(363,1010,368,1021)
score-cell: Byes 4, wides 10 xyxy=(196,1094,255,1105)
scorecard-row xyxy=(196,1232,368,1243)
article-paragraph: Mr Inglis gave an instance where the value of a certain cask of seeds could not be claimed for, through two of the consignment ordered up country being allowed to go without their numbers being taken. xyxy=(196,372,368,428)
score-cell: Byes, 17; leg-byes, 2 xyxy=(196,1242,269,1253)
score-cell: 14 xyxy=(283,1042,292,1053)
article-paragraph: In reply to Mr Booth, Mr Murray-Aynsley said that a deputation had waited upon the Government with reference to the formation of a graving dock at Lyttelton, and this subject was still under their consideration. xyxy=(14,1801,186,1856)
masthead xyxy=(0,6,1114,40)
column-4 xyxy=(560,46,732,1834)
article-paragraph: The chairman did not think that the interest of a few hotelkeepers should be allowed to weigh in comparison with the convenience of the general public. He was of the opinion that if the concession were granted it would shortly be found to be a source of revenue to the Government. xyxy=(14,1699,186,1778)
score-cell: Cuthbert, run out xyxy=(196,958,255,969)
column-2 xyxy=(196,46,368,1778)
inquest-heading: INQUEST. xyxy=(250,1271,314,1284)
